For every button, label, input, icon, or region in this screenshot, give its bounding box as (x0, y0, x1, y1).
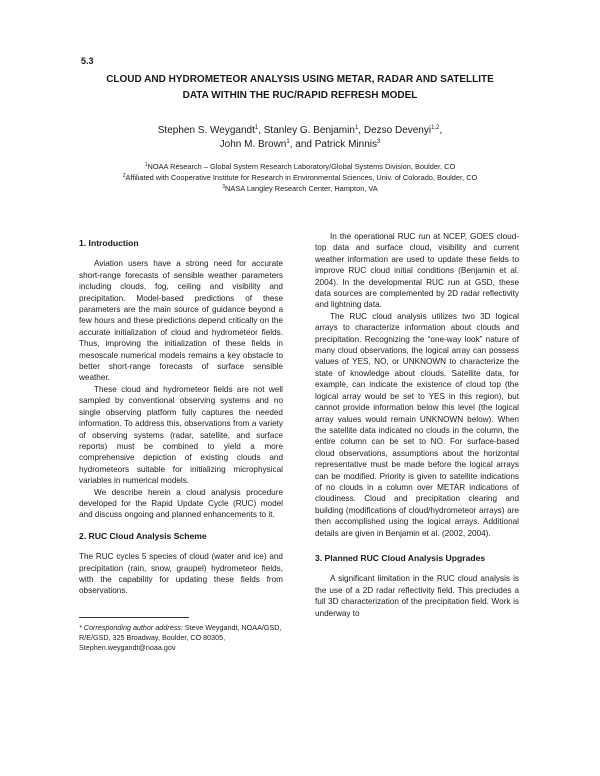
right-column (315, 231, 519, 619)
footnote (79, 623, 283, 653)
author-name: Stephen S. Weygandt (157, 125, 255, 136)
affiliation-marker: 1 (144, 162, 148, 168)
paragraph: These cloud and hydrometeor fields are not well sampled by conventional observing systems and no single observing platform fully captures the needed information. To address this, observations from a variety of observing systems (radar, satellite, and surface reports) must be combined to yield a more comprehensive depiction of existing clouds and hydrometeors suitable for initializing microphysical variables in numerical models. (79, 384, 283, 486)
affiliation-marker: 3 (222, 184, 226, 190)
author-name: Stanley G. Benjamin (263, 125, 355, 136)
affiliation-text: Affiliated with Cooperative Institute for Research in Environmental Sciences, Univ. of Colorado, Boulder, CO (125, 173, 478, 182)
paragraph: We describe herein a cloud analysis procedure developed for the Rapid Update Cycle (RUC) model and discuss ongoing and planned enhancements to it. (79, 487, 283, 520)
footnote-divider (79, 617, 189, 618)
footnote-label: * Corresponding author address: (79, 622, 183, 632)
author-affiliation-marker: 3 (376, 139, 381, 145)
paper-title (60, 72, 540, 104)
affiliation-text: NASA Langley Research Center, Hampton, VA (225, 184, 378, 193)
paragraph: The RUC cycles 5 species of cloud (water and ice) and precipitation (rain, snow, graupel) hydrometeor fields, with the capability for updating these fields from observations. (79, 552, 283, 596)
author-list (60, 124, 540, 152)
footnote-text: Steve Weygandt, NOAA/GSD, R/E/GSD, 325 Broadway, Boulder, CO 80305, Stephen.weygandt@noaa.gov (79, 622, 282, 652)
paragraph: Aviation users have a strong need for accurate short-range forecasts of sensible weather parameters including clouds, fog, ceiling and visibility and precipitation. Model-based predictions of these parameters are the main source of guidance beyond a few hours and these predictions depend critically on the accurate initialization of cloud and hydrometeor fields. Thus, improving the initialization of these fields in mesoscale numerical models remains a key obstacle to better short-range forecasts of surface sensible weather. (79, 259, 283, 383)
affiliation-text: NOAA Research – Global System Research Laboratory/Global Systems Division, Boulder, CO (147, 162, 456, 171)
left-column (79, 238, 283, 653)
author-affiliation-marker: 1,2 (431, 125, 440, 131)
author-name: Patrick Minnis (314, 139, 377, 150)
affiliation-list (40, 161, 560, 194)
author-name: Dezso Devenyi (363, 125, 432, 136)
affiliation-line (40, 183, 560, 194)
paragraph: The RUC cloud analysis utilizes two 3D logical arrays to characterize information about clouds and precipitation. Recognizing the “one-way look” nature of many cloud observations, the logical array can possess values of YES, NO, or UNKNOWN to characterize the state of knowledge about clouds. Satellite data, for example, can indicate the existence of cloud top (the logical array would be set to YES in this region), but cannot provide information below this level (the logical array values would remain UNKNOWN below). When the satellite data indicated no clouds in the column, the entire column can be set to NO. For surface-based cloud observations, assumptions about the horizontal representative must be made before the logical arrays can be modified. Priority is given to satellite indications of no clouds in a column over METAR indications of cloudiness. Cloud and precipitation clearing and building (modifications of cloud/hydrometeor arrays) are then accomplished using the logical arrays. Additional details are given in Benjamin et al. (2002, 2004). (315, 311, 519, 538)
author-affiliation-marker: 1 (254, 125, 259, 131)
title-line-2: DATA WITHIN THE RUC/RAPID REFRESH MODEL (182, 90, 418, 101)
affiliation-marker: 2 (122, 173, 126, 179)
paragraph: A significant limitation in the RUC cloud analysis is the use of a 2D radar reflectivity field. This precludes a full 3D characterization of the precipitation field. Work is underway to (315, 574, 519, 618)
title-line-1: CLOUD AND HYDROMETEOR ANALYSIS USING METAR, RADAR AND SATELLITE (106, 74, 494, 85)
affiliation-line (40, 161, 560, 172)
section-heading-upgrades: 3. Planned RUC Cloud Analysis Upgrades (315, 552, 486, 563)
section-heading-introduction: 1. Introduction (79, 238, 139, 248)
section-number: 5.3 (81, 56, 94, 66)
author-affiliation-marker: 1 (286, 139, 290, 145)
author-name: John M. Brown (219, 139, 287, 150)
author-affiliation-marker: 1 (354, 125, 359, 131)
authors-line-2: John M. Brown$^1$, and Patrick Minnis$^3$ (219, 139, 381, 150)
section-heading-scheme: 2. RUC Cloud Analysis Scheme (79, 530, 207, 541)
affiliation-line (40, 172, 560, 183)
authors-line-1: Stephen S. Weygandt$^1$, Stanley G. Benjamin$^1$, Dezso Devenyi$^{1,2}$, (157, 125, 443, 136)
paragraph: In the operational RUC run at NCEP, GOES cloud-top data and surface cloud, visibility and current weather information are used to update these fields to improve RUC cloud initial conditions (Benjamin et al. 2004). In the developmental RUC run at GSD, these data sources are complemented by 2D radar reflectivity and lightning data. (315, 232, 519, 310)
